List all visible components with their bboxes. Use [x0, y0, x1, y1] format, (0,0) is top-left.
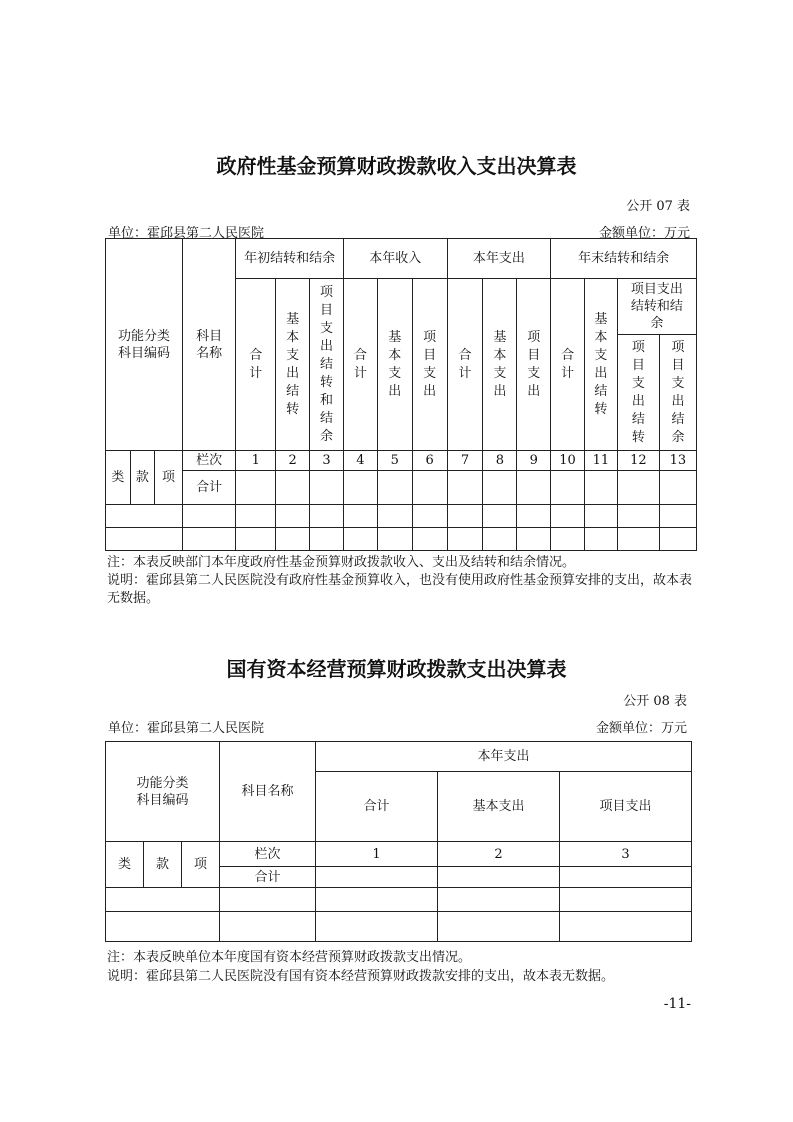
xiang-header: 项 [155, 451, 183, 505]
expense-header: 本年支出 [316, 742, 692, 772]
table1-unit: 单位：霍邱县第二人民医院 [108, 226, 265, 241]
column-number: 11 [584, 451, 617, 471]
column-number: 2 [276, 451, 310, 471]
page-number: -11- [663, 996, 691, 1012]
table1-note: 注：本表反映部门本年度政府性基金预算财政拨款收入、支出及结转和结余情况。 [107, 555, 576, 570]
table2-title: 国有资本经营预算财政拨款支出决算表 [226, 657, 567, 681]
kuan-header: 款 [144, 842, 182, 888]
table-row [106, 888, 692, 912]
begin-total-header: 合计 [236, 279, 276, 451]
begin-project-carry-balance-header: 项目支出结转和结余 [310, 279, 344, 451]
income-project-header: 项目支出 [412, 279, 447, 451]
end-project-carry-balance-header: 项目支出结转和结余 [617, 279, 696, 335]
column-number: 3 [310, 451, 344, 471]
column-number: 8 [483, 451, 517, 471]
lanci-label: 栏次 [182, 451, 235, 471]
column-number: 4 [343, 451, 377, 471]
table1 [105, 238, 697, 551]
subject-name-header: 科目 名称 [182, 239, 235, 451]
column-number: 2 [438, 842, 560, 867]
subject-name-header: 科目名称 [220, 742, 316, 842]
end-project-carry-header: 项目支出结转 [617, 335, 659, 451]
column-number: 9 [517, 451, 551, 471]
end-balance-header: 年末结转和结余 [551, 239, 697, 279]
begin-basic-carry-header: 基本支出结转 [276, 279, 310, 451]
expense-header: 本年支出 [447, 239, 551, 279]
column-number: 6 [412, 451, 447, 471]
table2-note: 注：本表反映单位本年度国有资本经营预算财政拨款支出情况。 [107, 950, 472, 965]
table-row [106, 505, 697, 528]
table1-title: 政府性基金预算财政拨款收入支出决算表 [216, 154, 577, 178]
func-code-header: 功能分类 科目编码 [106, 239, 183, 451]
column-number: 1 [236, 451, 276, 471]
expense-project-header: 项目支出 [560, 772, 692, 842]
column-number: 13 [659, 451, 696, 471]
end-total-header: 合计 [551, 279, 585, 451]
table2-explain: 说明：霍邱县第二人民医院没有国有资本经营预算财政拨款安排的支出，故本表无数据。 [107, 969, 615, 984]
column-number: 5 [377, 451, 412, 471]
table2 [105, 741, 692, 942]
table1-amount-unit: 金额单位：万元 [598, 226, 690, 241]
table1-code: 公开 07 表 [626, 199, 690, 214]
expense-project-header: 项目支出 [517, 279, 551, 451]
heji-label: 合计 [182, 471, 235, 505]
lanci-label: 栏次 [220, 842, 316, 867]
lei-header: 类 [106, 451, 131, 505]
func-code-header: 功能分类 科目编码 [106, 742, 220, 842]
column-number: 7 [447, 451, 483, 471]
end-project-balance-header: 项目支出结余 [659, 335, 696, 451]
table1-explain: 说明：霍邱县第二人民医院没有政府性基金预算收入，也没有使用政府性基金预算安排的支出，故本表无数据。 [107, 573, 693, 606]
column-number: 3 [560, 842, 692, 867]
expense-total-header: 合计 [447, 279, 483, 451]
expense-total-header: 合计 [316, 772, 438, 842]
income-total-header: 合计 [343, 279, 377, 451]
end-basic-carry-header: 基本支出结转 [584, 279, 617, 451]
income-header: 本年收入 [343, 239, 447, 279]
table-row [106, 528, 697, 551]
kuan-header: 款 [130, 451, 155, 505]
income-basic-header: 基本支出 [377, 279, 412, 451]
heji-label: 合计 [220, 867, 316, 888]
table2-code: 公开 08 表 [623, 694, 687, 709]
xiang-header: 项 [182, 842, 220, 888]
table-row [106, 912, 692, 942]
expense-basic-header: 基本支出 [438, 772, 560, 842]
begin-balance-header: 年初结转和结余 [236, 239, 344, 279]
column-number: 10 [551, 451, 585, 471]
column-number: 12 [617, 451, 659, 471]
table2-unit: 单位：霍邱县第二人民医院 [108, 721, 265, 736]
lei-header: 类 [106, 842, 144, 888]
table2-amount-unit: 金额单位：万元 [595, 721, 687, 736]
expense-basic-header: 基本支出 [483, 279, 517, 451]
column-number: 1 [316, 842, 438, 867]
